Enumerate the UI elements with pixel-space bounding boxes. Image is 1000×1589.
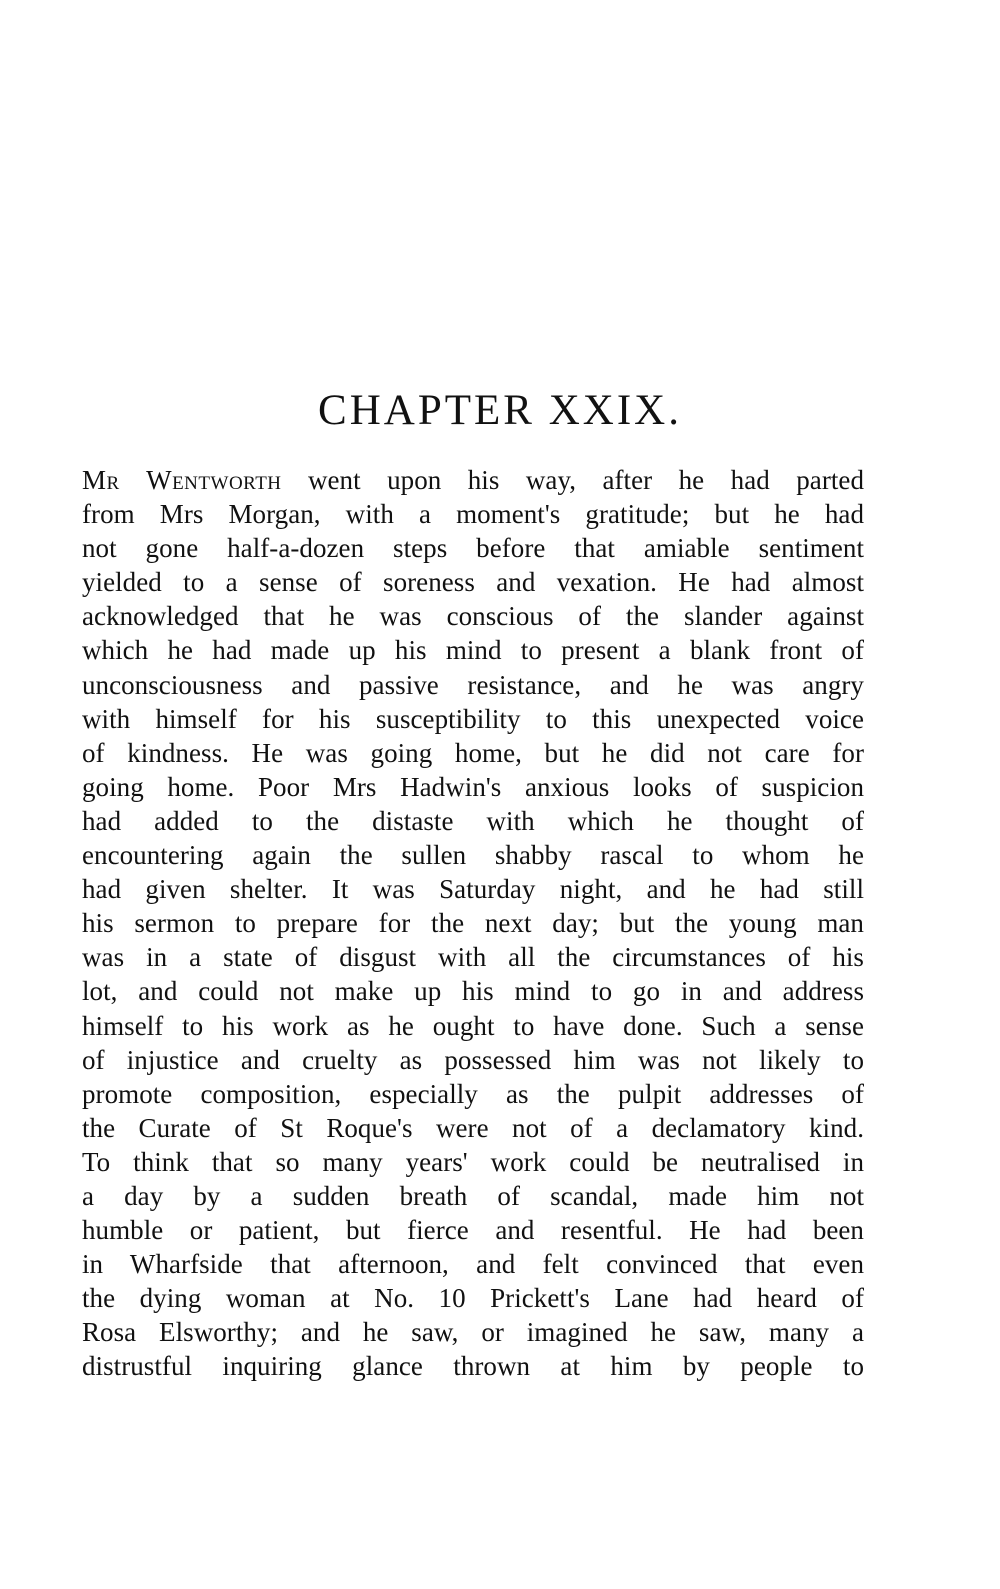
text-line-4: yielded to a sense of soreness and vexation. He had almost: [82, 567, 864, 598]
text-line-21: To think that so many years' work could be neutralised in: [82, 1146, 864, 1177]
text-line-6: which he had made up his mind to present a blank front of: [82, 635, 864, 666]
text-line-3: not gone half-a-dozen steps before that amiable sentiment: [82, 533, 864, 564]
text-line-19: promote composition, especially as the pulpit addresses of: [82, 1078, 864, 1109]
text-line-5: acknowledged that he was conscious of the slander against: [82, 601, 864, 632]
chapter-body: [82, 463, 864, 1384]
text-line-9: of kindness. He was going home, but he did not care for: [82, 737, 864, 768]
text-line-24: in Wharfside that afternoon, and felt convinced that even: [82, 1249, 864, 1280]
text-line-8: with himself for his susceptibility to this unexpected voice: [82, 703, 864, 734]
text-line-1: [82, 463, 864, 497]
text-line-15: was in a state of disgust with all the circumstances of his: [82, 942, 864, 973]
text-line-10: going home. Poor Mrs Hadwin's anxious looks of suspicion: [82, 771, 864, 802]
text-line-20: the Curate of St Roque's were not of a declamatory kind.: [82, 1112, 864, 1143]
text-line-25: the dying woman at No. 10 Prickett's Lane had heard of: [82, 1283, 864, 1314]
text-line-2: from Mrs Morgan, with a moment's gratitude; but he had: [82, 499, 864, 530]
text-line-14: his sermon to prepare for the next day; but the young man: [82, 908, 864, 939]
text-line-22: a day by a sudden breath of scandal, made him not: [82, 1180, 864, 1211]
text-line-11: had added to the distaste with which he thought of: [82, 805, 864, 836]
text-line-16: lot, and could not make up his mind to go in and address: [82, 976, 864, 1007]
text-line-27: distrustful inquiring glance thrown at him by people to: [82, 1351, 864, 1382]
text-line-17: himself to his work as he ought to have done. Such a sense: [82, 1010, 864, 1041]
chapter-title: CHAPTER XXIX.: [318, 387, 682, 434]
text-line-18: of injustice and cruelty as possessed him was not likely to: [82, 1044, 864, 1075]
text-line-23: humble or patient, but fierce and resentful. He had been: [82, 1215, 864, 1246]
text-line-13: had given shelter. It was Saturday night, and he had still: [82, 874, 864, 905]
text-line-12: encountering again the sullen shabby rascal to whom he: [82, 840, 864, 871]
text-line-7: unconsciousness and passive resistance, and he was angry: [82, 669, 864, 700]
text-line-26: Rosa Elsworthy; and he saw, or imagined he saw, many a: [82, 1317, 864, 1348]
opening-name: Mr Wentworth: [82, 465, 282, 495]
text-line-1-rest: went upon his way, after he had parted: [281, 465, 864, 495]
